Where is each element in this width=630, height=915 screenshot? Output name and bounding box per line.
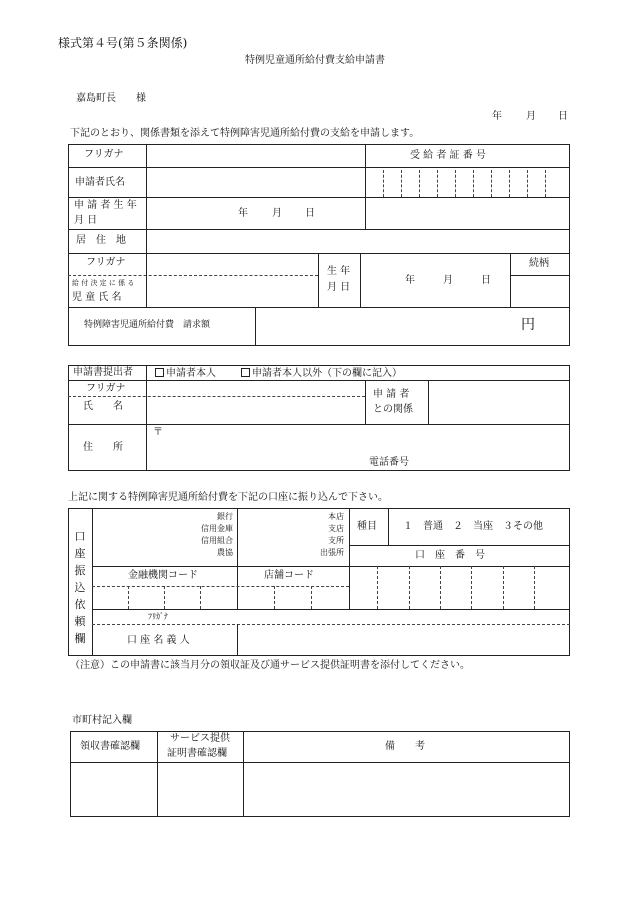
bank-type-nokyo: 農協 [217,548,233,557]
option-self-label: 申請者本人 [166,368,216,379]
account-number-label: 口 座 番 号 [415,550,485,561]
postal-mark: 〒 [153,427,163,438]
date-month-label: 月 [526,111,536,122]
submitter-name-label: 氏 名 [83,401,123,412]
birth-year-label: 年 [238,208,248,219]
yen-unit: 円 [521,317,535,333]
bank-intro-text: 上記に関する特例障害児通所給付費を下記の口座に振り込んで下さい。 [68,492,388,503]
holder-name-label: 口 座 名 義 人 [127,635,190,646]
recipient-cert-label: 受 給 者 証 番 号 [410,150,486,161]
child-name-label: 児 童 氏 名 [72,292,122,303]
intro-text: 下記のとおり、関係書類を添えて特例障害児通所給付費の支給を申請します。 [70,128,420,139]
bank-type-bank: 銀行 [217,512,233,521]
form-number: 様式第４号(第５条関係) [58,36,188,50]
branch-type-branch: 支店 [328,524,344,533]
service-cert-label-2: 証明書確認欄 [167,748,227,759]
side-char: 依 [74,598,86,611]
account-type-options: １ 普通 ２ 当座 ３その他 [403,521,543,532]
remarks-label: 備 考 [385,741,425,752]
submitter-furigana-label: フリガナ [86,383,126,394]
applicant-name-label: 申請者氏名 [75,177,125,188]
birth-month-label: 月 [272,208,282,219]
bank-type-kumiai: 信用組合 [201,536,233,545]
applicant-birth-label-2: 月 日 [74,215,98,226]
side-char: 座 [74,547,86,560]
option-self[interactable] [155,368,216,379]
date-day-label: 日 [558,111,568,122]
branch-code-label: 店舗コード [264,570,314,581]
other-checkbox[interactable] [241,368,250,377]
form-title: 特例児童通所給付費支給申請書 [245,55,385,66]
child-month-label: 月 [443,275,453,286]
child-birth-label-2: 月 日 [327,282,351,293]
claim-amount-label: 特例障害児通所給付費 請求額 [84,320,211,330]
child-birth-label-1: 生 年 [327,266,351,277]
relation-label-2: との関係 [373,404,413,415]
applicant-birth-label-1: 申 請 者 生 年 [74,200,137,211]
service-cert-label-1: サービス提供 [170,733,230,744]
child-year-label: 年 [405,275,415,286]
bank-code-label: 金融機関コード [128,570,198,581]
branch-type-main: 本店 [328,512,344,521]
municipal-title: 市町村記入欄 [72,715,132,726]
phone-label: 電話番号 [369,457,409,468]
side-char: 頼 [74,615,86,628]
child-day-label: 日 [481,275,491,286]
self-checkbox[interactable] [155,368,164,377]
date-year-label: 年 [492,111,502,122]
attachment-note: （注意）この申請書に該当月分の領収証及び通サービス提供証明書を添付してください。 [70,660,470,671]
option-other[interactable] [241,368,402,379]
relation-label: 続柄 [529,258,549,269]
submitter-address-label: 住 所 [83,442,123,453]
receipt-check-label: 領収書確認欄 [80,741,140,752]
bank-side-label [74,528,86,647]
child-note-label: 給 付 決 定 に 係 る [72,279,135,287]
side-char: 振 [74,564,86,577]
option-other-label: 申請者本人以外（下の欄に記入） [252,368,402,379]
branch-type-sub: 支所 [328,536,344,545]
birth-day-label: 日 [305,208,315,219]
address-label: 居 住 地 [76,235,126,246]
child-furigana-label: フリガナ [86,257,126,268]
furigana-label: フリガナ [84,149,124,160]
side-char: 口 [74,530,86,543]
relation-label-1: 申 請 者 [373,389,410,400]
account-type-label: 種目 [357,521,377,532]
branch-type-office: 出張所 [320,548,344,557]
bank-type-shinkin: 信用金庫 [201,524,233,533]
submitter-label: 申請書提出者 [73,367,133,378]
addressee: 嘉島町長 様 [76,93,146,104]
side-char: 込 [74,581,86,594]
side-char: 欄 [74,632,86,645]
holder-furigana-label: ﾌﾘｶﾞﾅ [148,612,168,621]
